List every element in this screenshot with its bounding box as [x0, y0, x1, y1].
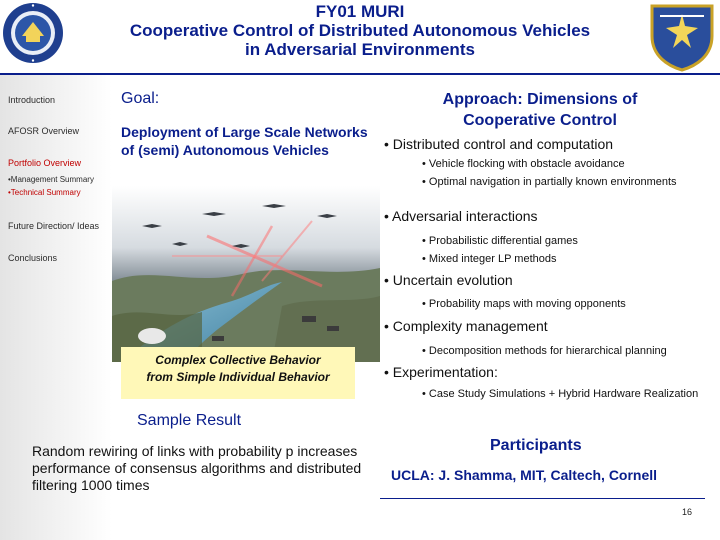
participants-lead: UCLA: J. Shamma: [391, 467, 513, 483]
page-number: 16: [682, 507, 693, 517]
approach-subitem: • Probabilistic differential games: [422, 235, 578, 247]
goal-label: Goal:: [121, 90, 160, 107]
approach-title-line-2: Cooperative Control: [463, 112, 617, 129]
sidebar-item-portfolio-overview[interactable]: Portfolio Overview: [8, 158, 82, 168]
approach-item: • Complexity management: [384, 318, 548, 334]
approach-item: • Adversarial interactions: [384, 208, 538, 224]
sidebar-item-afosr-overview[interactable]: AFOSR Overview: [8, 126, 80, 136]
approach-subitem: • Vehicle flocking with obstacle avoidance: [422, 158, 625, 170]
approach-subitem: • Optimal navigation in partially known environments: [422, 176, 677, 188]
approach-subitem: • Probability maps with moving opponents: [422, 298, 626, 310]
sidebar-item-technical-summary[interactable]: •Technical Summary: [8, 188, 81, 197]
slide-title: [70, 2, 650, 59]
participants-title: Participants: [490, 437, 582, 454]
sample-result-title: Sample Result: [137, 412, 242, 429]
sample-result-text: Random rewiring of links with probability p increases performance of consensus algorithms and distributed filtering 1000 times: [32, 443, 362, 493]
sidebar-item-future-direction[interactable]: Future Direction/ Ideas: [8, 221, 100, 231]
participants-list: [391, 467, 657, 483]
battlefield-scene-image: [112, 186, 380, 362]
approach-subitem: • Case Study Simulations + Hybrid Hardware Realization: [422, 388, 699, 400]
approach-subitem: • Decomposition methods for hierarchical planning: [422, 345, 667, 357]
sidebar-item-introduction[interactable]: Introduction: [8, 95, 56, 105]
approach-title-line-1: Approach: Dimensions of: [442, 91, 638, 108]
goal-text: Deployment of Large Scale Networks of (semi) Autonomous Vehicles: [121, 124, 368, 158]
sidebar-item-management-summary[interactable]: •Management Summary: [8, 175, 94, 184]
sidebar-item-conclusions[interactable]: Conclusions: [8, 253, 58, 263]
title-line-2: Cooperative Control of Distributed Autonomous Vehicles: [129, 21, 591, 40]
participants-rest: , MIT, Caltech, Cornell: [512, 467, 658, 483]
afosr-seal-logo: [2, 2, 64, 64]
scene-caption: [121, 347, 355, 399]
approach-item: • Experimentation:: [384, 364, 498, 380]
approach-item: • Uncertain evolution: [384, 272, 513, 288]
approach-subitem: • Mixed integer LP methods: [422, 253, 557, 265]
air-force-shield-logo: [646, 2, 718, 72]
caption-line-2: from Simple Individual Behavior: [146, 370, 330, 384]
title-line-1: FY01 MURI: [315, 2, 405, 21]
caption-line-1: Complex Collective Behavior: [155, 353, 321, 367]
title-line-3: in Adversarial Environments: [245, 40, 475, 59]
approach-title: [410, 89, 670, 131]
approach-item: • Distributed control and computation: [384, 136, 614, 152]
footer-divider: [380, 498, 705, 499]
